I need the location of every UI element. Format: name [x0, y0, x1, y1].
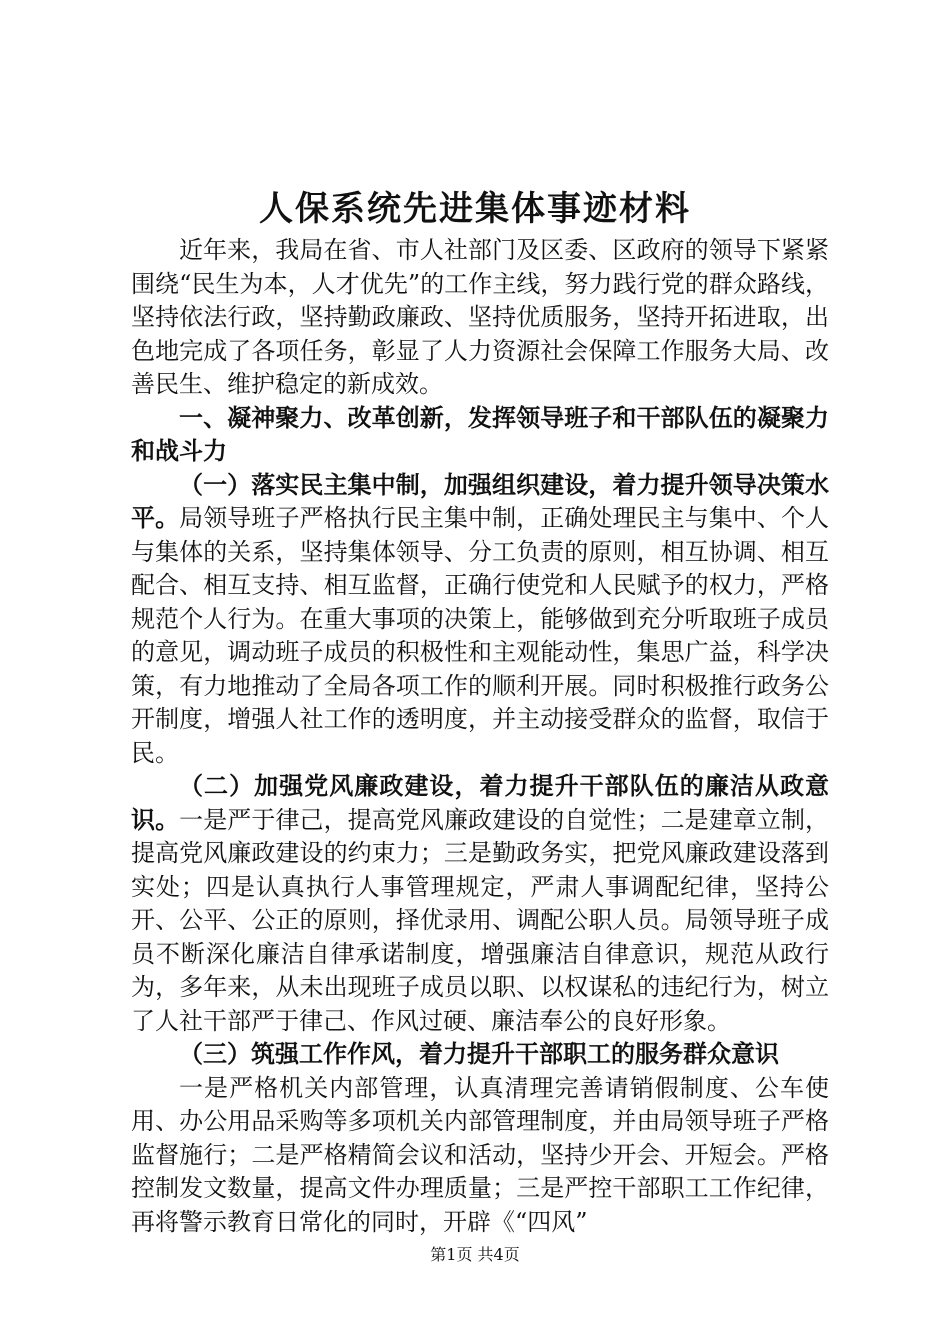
subsection-3-heading: （三）筑强工作作风，着力提升干部职工的服务群众意识 — [179, 1040, 779, 1068]
subsection-1-heading: （一）落实民主集中制，加强组织建设，着力提升领导决策水平。 — [131, 470, 829, 532]
document-title: 人保系统先进集体事迹材料 — [259, 189, 691, 229]
document-body — [131, 234, 829, 1239]
subsection-1-text: 局领导班子严格执行民主集中制，正确处理民主与集中、个人与集体的关系，坚持集体领导、分工负责的原则，相互协调、相互配合、相互支持、相互监督，正确行使党和人民赋予的权力，严格规范个人行为。在重大事项的决策上，能够做到充分听取班子成员的意见，调动班子成员的积极性和主观能动性，集思广益，科学决策，有力地推动了全局各项工作的顺利开展。同时积极推行政务公开制度，增强人社工作的透明度，并主动接受群众的监督，取信于民。 — [131, 504, 830, 767]
subsection-2 — [131, 770, 829, 1038]
intro-paragraph: 近年来，我局在省、市人社部门及区委、区政府的领导下紧紧围绕“民生为本，人才优先”的工作主线，努力践行党的群众路线，坚持依法行政，坚持勤政廉政、坚持优质服务，坚持开拓进取，出色地完成了各项任务，彰显了人力资源社会保障工作服务大局、改善民生、维护稳定的新成效。 — [131, 236, 829, 398]
page-footer: 第1页 共4页 — [430, 1245, 520, 1264]
subsection-1 — [131, 469, 829, 771]
section-heading-1: 一、凝神聚力、改革创新，发挥领导班子和干部队伍的凝聚力和战斗力 — [131, 403, 829, 465]
subsection-3-text: 一是严格机关内部管理，认真清理完善请销假制度、公车使用、办公用品采购等多项机关内部管理制度，并由局领导班子严格监督施行；二是严格精简会议和活动，坚持少开会、开短会。严格控制发文数量，提高文件办理质量；三是严控干部职工工作纪律，再将警示教育日常化的同时，开辟《“四风” — [131, 1073, 829, 1236]
subsection-2-heading: （二）加强党风廉政建设，着力提升干部队伍的廉洁从政意识。 — [131, 772, 829, 834]
subsection-2-text: 一是严于律己，提高党风廉政建设的自觉性；二是建章立制，提高党风廉政建设的约束力；三是勤政务实，把党风廉政建设落到实处；四是认真执行人事管理规定，严肃人事调配纪律，坚持公开、公平、公正的原则，择优录用、调配公职人员。局领导班子成员不断深化廉洁自律承诺制度，增强廉洁自律意识，规范从政行为，多年来，从未出现班子成员以职、以权谋私的违纪行为，树立了人社干部严于律己、作风过硬、廉洁奉公的良好形象。 — [131, 805, 830, 1035]
